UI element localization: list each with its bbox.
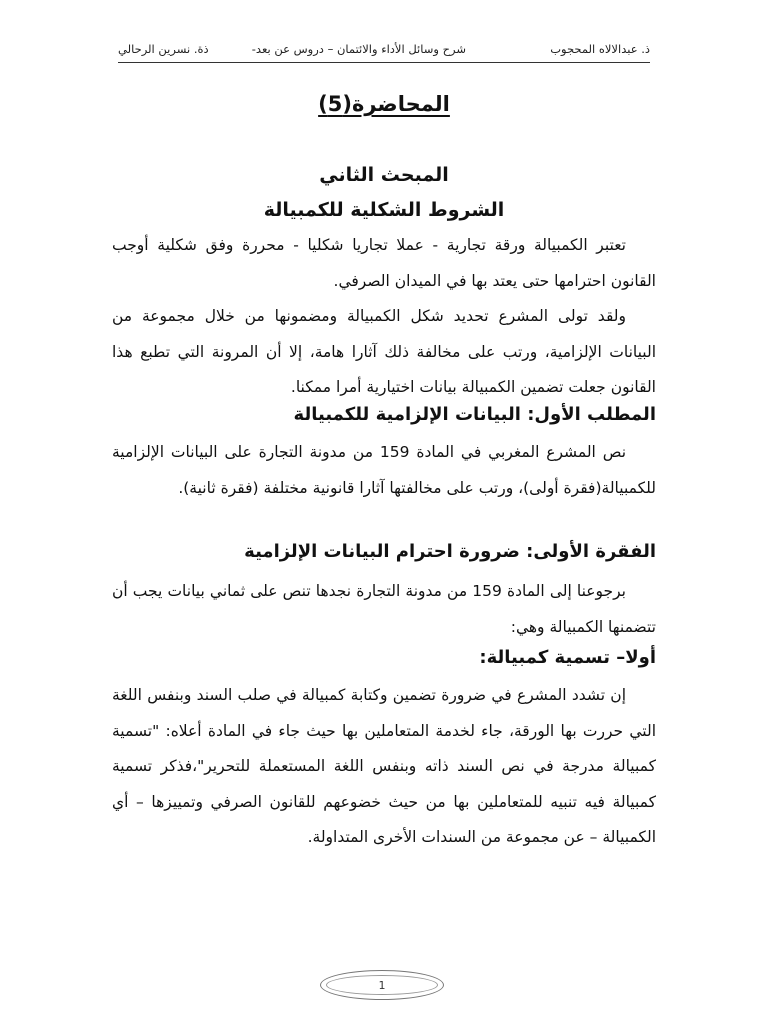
chapter-subtitle: الشروط الشكلية للكمبيالة xyxy=(263,199,505,221)
item-heading-naming: أولا– تسمية كمبيالة: xyxy=(479,647,656,668)
paragraph-naming: إن تشدد المشرع في ضرورة تضمين وكتابة كمبيالة في صلب السند وبنفس اللغة التي حررت بها الورقة، جاء لخدمة المتعاملين بها حيث جاء في المادة أعلاه: "تسمية كمبيالة مدرجة في نص السند ذاته وبنفس اللغة المستعملة للتحرير"،فذكر تسمية كمبيالة فيه تنبيه للمتعاملين بها من حيث خضوعهم للقانون الصرفي وتمييزها – أي الكمبيالة – عن مجموعة من السندات الأخرى المتداولة. xyxy=(112,686,656,846)
page-number-badge xyxy=(320,970,444,1000)
header-coauthor: ذة. نسرين الرحالي xyxy=(118,42,209,56)
header-course-title: شرح وسائل الأداء والائتمان – دروس عن بعد- xyxy=(251,42,466,56)
chapter-title: المبحث الثاني xyxy=(319,164,449,186)
page-header xyxy=(118,38,650,63)
page-number: 1 xyxy=(326,975,438,995)
section-heading-mandatory-data: المطلب الأول: البيانات الإلزامية للكمبيالة xyxy=(293,404,656,425)
subsection-heading-respect: الفقرة الأولى: ضرورة احترام البيانات الإلزامية xyxy=(244,541,656,562)
paragraph-eight-data: برجوعنا إلى المادة 159 من مدونة التجارة نجدها تنص على ثماني بيانات يجب أن تتضمنها الكمبيالة وهي: xyxy=(112,582,656,636)
header-author: ذ. عبدالالاه المحجوب xyxy=(550,42,650,56)
paragraph-scope: ولقد تولى المشرع تحديد شكل الكمبيالة ومضمونها من خلال مجموعة من البيانات الإلزامية، ورتب على مخالفة ذلك آثارا هامة، إلا أن المرونة التي تطبع هذا القانون جعلت تضمين الكمبيالة بيانات اختيارية أمرا ممكنا. xyxy=(112,307,656,396)
paragraph-article-159: نص المشرع المغربي في المادة 159 من مدونة التجارة على البيانات الإلزامية للكمبيالة(فقرة أولى)، ورتب على مخالفتها آثارا قانونية مختلفة (فقرة ثانية). xyxy=(112,443,656,497)
paragraph-intro: تعتبر الكمبيالة ورقة تجارية - عملا تجاريا شكليا - محررة وفق شكلية أوجب القانون احترامها حتى يعتد بها في الميدان الصرفي. xyxy=(112,236,656,290)
lecture-title: المحاضرة(5) xyxy=(318,92,450,116)
